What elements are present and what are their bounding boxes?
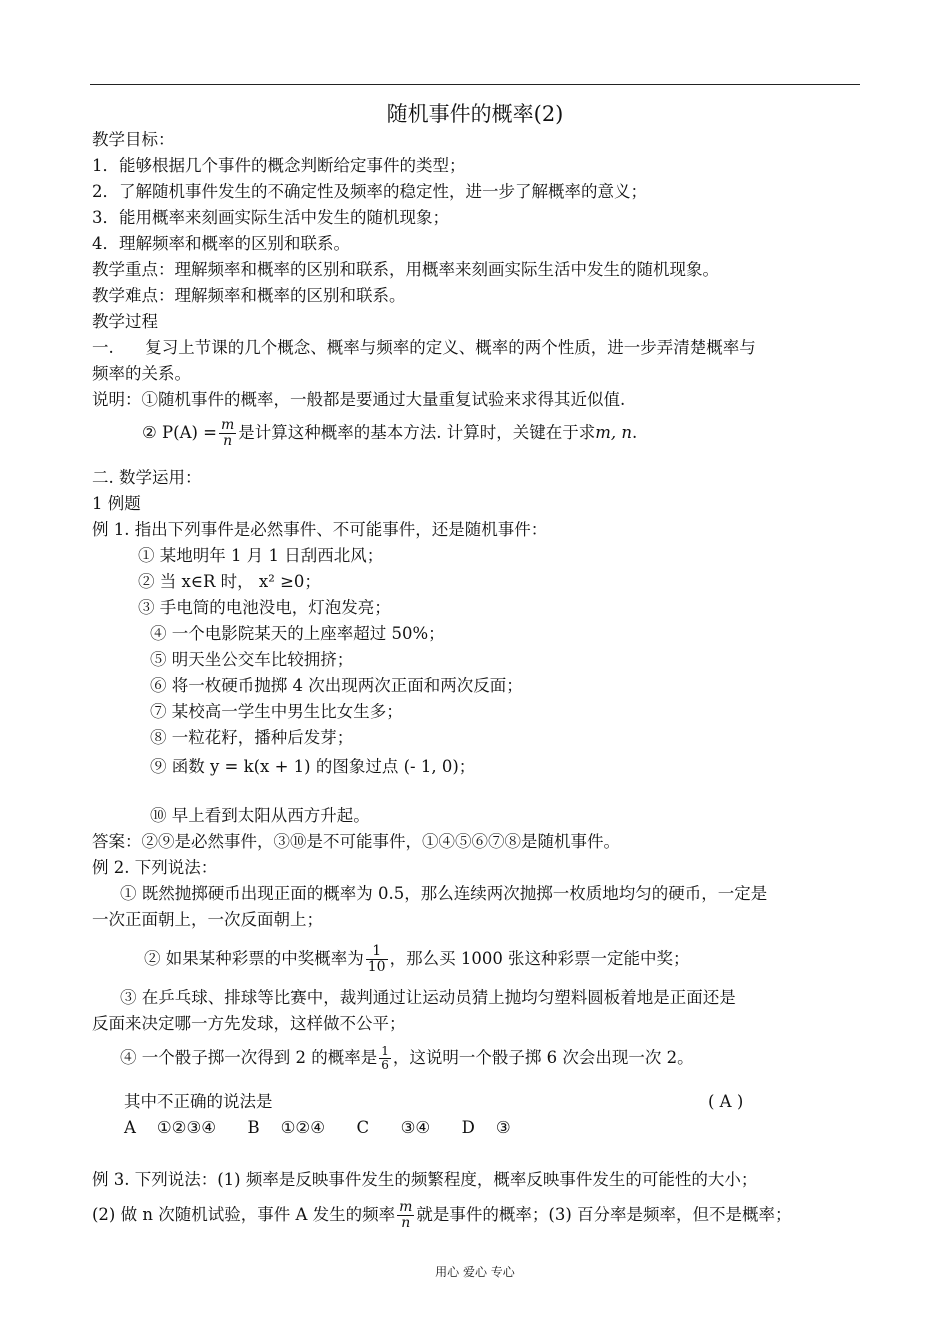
example-1-item-7: ⑦ 某校高一学生中男生比女生多； (150, 702, 403, 721)
fraction-m-over-n: $\frac{m}{n}$ (221, 417, 235, 449)
example-2-prompt: 例 2. 下列说法： (92, 858, 218, 877)
example-1-item-6: ⑥ 将一枚硬币抛掷 4 次出现两次正面和两次反面； (150, 676, 523, 695)
example-2-statement-1-line-1: ① 既然抛掷硬币出现正面的概率为 0.5，那么连续两次抛掷一枚质地均匀的硬币，一定是 (120, 884, 768, 903)
example-1-answer: 答案：②⑨是必然事件，③⑩是不可能事件，①④⑤⑥⑦⑧是随机事件。 (92, 832, 620, 851)
example-2-statement-1-line-2: 一次正面朝上，一次反面朝上； (92, 910, 323, 929)
fraction-1-over-6: $\frac{1}{6}$ (381, 1044, 389, 1072)
fraction-1-over-10: $\frac{1}{10}$ (367, 943, 386, 975)
objective-1: 1．能够根据几个事件的概念判断给定事件的类型； (92, 156, 466, 175)
example-2-statement-3-line-2: 反面来决定哪一方先发球，这样做不公平； (92, 1014, 406, 1033)
key-point: 教学重点：理解频率和概率的区别和联系，用概率来刻画实际生活中发生的随机现象。 (92, 260, 719, 279)
difficult-point: 教学难点：理解频率和概率的区别和联系。 (92, 286, 406, 305)
example-2-statement-3-line-1: ③ 在乒乓球、排球等比赛中，裁判通过让运动员猜上抛均匀塑料圆板着地是正面还是 (120, 988, 736, 1007)
note-2: ② P(A) = $\frac{m}{n}$ 是计算这种概率的基本方法. 计算时，关键在于求m, n. (142, 417, 638, 449)
example-2-question: 其中不正确的说法是 (124, 1092, 273, 1111)
header-rule (90, 84, 860, 85)
example-1-item-10: ⑩ 早上看到太阳从西方升起。 (150, 806, 370, 825)
objectives-heading: 教学目标： (92, 130, 175, 149)
review-line-1: 一. 复习上节课的几个概念、概率与频率的定义、概率的两个性质，进一步弄清楚概率与 (92, 338, 756, 357)
fraction-m-over-n-2: $\frac{m}{n}$ (399, 1199, 413, 1231)
example-1-item-5: ⑤ 明天坐公交车比较拥挤； (150, 650, 354, 669)
example-2-answer: ( A ) (708, 1092, 744, 1111)
example-1-item-4: ④ 一个电影院某天的上座率超过 50%； (150, 624, 445, 643)
note-2-suffix: 是计算这种概率的基本方法. 计算时，关键在于求 (238, 423, 596, 442)
note-2-vars: m, n (595, 423, 633, 442)
example-1-item-9: ⑨ 函数 y = k(x + 1) 的图象过点 (- 1, 0)； (150, 757, 476, 776)
note-1: 说明：①随机事件的概率，一般都是要通过大量重复试验来求得其近似值. (92, 390, 626, 409)
example-1-item-1: ① 某地明年 1 月 1 日刮西北风； (138, 546, 384, 565)
section-2-heading: 二. 数学运用： (92, 468, 202, 487)
example-1-item-3: ③ 手电筒的电池没电，灯泡发亮； (138, 598, 391, 617)
process-heading: 教学过程 (92, 312, 158, 331)
example-2-statement-2: ② 如果某种彩票的中奖概率为 $\frac{1}{10}$ ，那么买 1000 张这种彩票一定能中奖； (144, 943, 690, 975)
example-3-line-1: 例 3. 下列说法：(1) 频率是反映事件发生的频繁程度，概率反映事件发生的可能性的大小； (92, 1170, 758, 1189)
example-2-options: A ①②③④ B ①②④ C ③④ D ③ (124, 1118, 511, 1137)
example-1-item-8: ⑧ 一粒花籽，播种后发芽； (150, 728, 354, 747)
note-2-prefix: ② P(A) = (142, 423, 217, 442)
page-title: 随机事件的概率(2) (386, 102, 564, 126)
objective-2: 2．了解随机事件发生的不确定性及频率的稳定性，进一步了解概率的意义； (92, 182, 647, 201)
examples-heading: 1 例题 (92, 494, 141, 513)
objective-3: 3．能用概率来刻画实际生活中发生的随机现象； (92, 208, 449, 227)
example-3-line-2: (2) 做 n 次随机试验，事件 A 发生的频率 $\frac{m}{n}$ 就是事件的概率；(3) 百分率是频率，但不是概率； (92, 1199, 792, 1231)
example-1-item-2: ② 当 x∈R 时， x² ≥0； (138, 572, 321, 591)
objective-4: 4．理解频率和概率的区别和联系。 (92, 234, 350, 253)
example-1-prompt: 例 1. 指出下列事件是必然事件、不可能事件，还是随机事件： (92, 520, 548, 539)
page-footer: 用心 爱心 专心 (435, 1265, 515, 1279)
review-line-2: 频率的关系。 (92, 364, 191, 383)
example-2-statement-4: ④ 一个骰子掷一次得到 2 的概率是 $\frac{1}{6}$ ，这说明一个骰子掷 6 次会出现一次 2。 (120, 1044, 694, 1072)
